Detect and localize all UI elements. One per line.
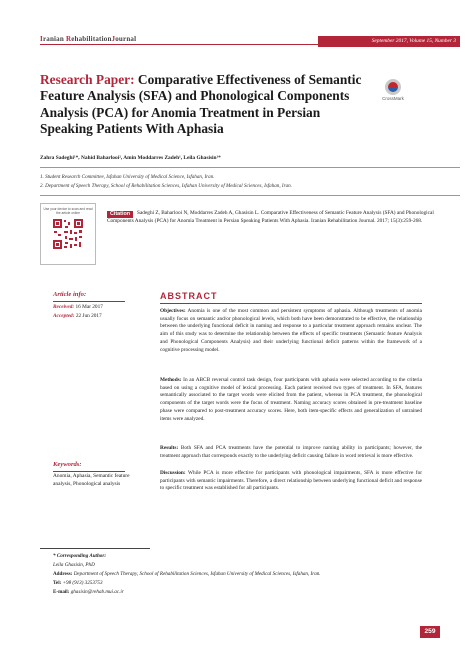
methods-text: In an ABCB reversal control task design, four participants with aphasia were selected according to the criteria based on using a cognitive model of lexical processing. Each patient received two types of treatment. In SFA, features semantically associated to the target words were elicited from the patient, whereas in PCA treatment, the phonological components of the target words were the focus of treatment. Naming accuracy scores obtained in pre-treatment baseline phase were compared to post-treatment accuracy scores. Here, both item-specific effects and generalization of untrained items were analyzed. bbox=[160, 377, 422, 422]
received-date bbox=[53, 304, 103, 310]
received-value: 16 Mar 2017 bbox=[75, 304, 103, 310]
journal-word-1: ranian bbox=[42, 35, 66, 43]
journal-initial-i: I bbox=[40, 35, 43, 43]
address-value: Department of Speech Therapy, School of Rehabilitation Sciences, Isfahan University of Medical Sciences, Isfahan, Iran. bbox=[72, 571, 321, 577]
header-rule bbox=[40, 44, 320, 45]
abstract-results bbox=[160, 445, 422, 460]
affiliation-1: 1. Student Research Committee, Isfahan University of Medical Science, Isfahan, Iran. bbox=[40, 174, 215, 180]
tel-label: Tel: bbox=[53, 580, 62, 586]
article-info-heading: Article info: bbox=[53, 291, 87, 298]
qr-code-icon bbox=[52, 218, 84, 250]
crossmark-icon bbox=[385, 79, 401, 95]
corresponding-author-name: Leila Ghasisin, PhD bbox=[53, 562, 95, 568]
qr-code-panel[interactable] bbox=[40, 203, 96, 265]
email-value[interactable]: ghasisin@rehab.mui.ac.ir bbox=[69, 589, 124, 595]
page-number: 259 bbox=[420, 626, 440, 638]
email-label: E-mail: bbox=[53, 589, 70, 595]
accepted-label: Accepted: bbox=[53, 313, 75, 319]
journal-title bbox=[40, 35, 136, 43]
journal-initial-r: R bbox=[65, 35, 72, 43]
crossmark-badge[interactable] bbox=[382, 79, 404, 101]
address-label: Address: bbox=[53, 571, 73, 577]
corresponding-author-heading: * Corresponding Author: bbox=[53, 553, 107, 559]
corresponding-author-tel bbox=[53, 580, 103, 586]
crossmark-label: CrossMark bbox=[382, 96, 404, 101]
journal-initial-j: J bbox=[111, 35, 116, 43]
keywords-heading: Keywords: bbox=[53, 461, 82, 468]
journal-word-2: ehabilitation bbox=[71, 35, 112, 43]
tel-value: +98 (913) 3253753 bbox=[61, 580, 103, 586]
results-label: Results: bbox=[160, 445, 179, 451]
citation-text: Sadeghi Z, Baharlooi N, Moddarres Zadeh A, Ghasisin L. Comparative Effectiveness of Semantic Feature Analysis (SFA) and Phonological Components Analysis (PCA) for Anomia Treatment in Persian Speaking Patients With Aphasia. Iranian Rehabilitation Journal. 2017; 15(3):259-268. bbox=[107, 210, 434, 224]
results-text: Both SFA and PCA treatments have the potential to improve naming ability in participants; however, the treatment approach that corresponds exactly to the underlying deficit causing failure in word retrieval is more effective. bbox=[160, 445, 422, 459]
abstract-heading: ABSTRACT bbox=[160, 291, 218, 301]
methods-label: Methods: bbox=[160, 377, 182, 383]
article-type-label: Research Paper: bbox=[40, 72, 135, 87]
corresponding-author-email[interactable] bbox=[53, 589, 124, 595]
footnote-divider bbox=[40, 548, 150, 549]
discussion-label: Discussion: bbox=[160, 470, 186, 476]
issue-ribbon: September 2017, Volume 15, Number 3 bbox=[318, 36, 460, 47]
abstract-discussion bbox=[160, 470, 422, 493]
abstract-methods bbox=[160, 377, 422, 423]
affiliation-2: 2. Department of Speech Therapy, School of Rehabilitation Sciences, Isfahan University of Medical Sciences, Isfahan, Iran. bbox=[40, 183, 292, 189]
affiliation-divider bbox=[40, 195, 460, 196]
accepted-value: 22 Jun 2017 bbox=[75, 313, 102, 319]
citation-badge: Citation bbox=[107, 211, 133, 218]
corresponding-author-address bbox=[53, 571, 321, 577]
journal-word-3: ournal bbox=[115, 35, 137, 43]
article-title bbox=[40, 72, 370, 137]
author-list: Zahra Sadeghi¹*, Nahid Baharlooi², Amin Moddarres Zadeh¹, Leila Ghasisin¹* bbox=[40, 155, 221, 161]
abstract-objectives bbox=[160, 308, 422, 354]
objectives-text: Anomia is one of the most common and persistent symptoms of aphasia. Although treatments of anomia usually focus on semantic and/or phonological levels, which both have been demonstrated to be effective, the relationship between the underlying functional deficit in naming and response to a particular treatment approach remains unclear. The aim of this study was to determine the relationship between the effects of specific treatments (Semantic feature Analysis and Phonological Components Analysis) and their underlying functional deficit patterns within the framework of a cognitive processing model. bbox=[160, 308, 422, 353]
qr-caption: Use your device to scan and read the article online bbox=[43, 207, 93, 215]
article-info-divider bbox=[53, 301, 125, 302]
accepted-date bbox=[53, 313, 102, 319]
objectives-label: Objectives: bbox=[160, 308, 186, 314]
abstract-divider bbox=[160, 303, 422, 304]
article-title-text: Comparative Effectiveness of Semantic Feature Analysis (SFA) and Phonological Components Analysis (PCA) for Anomia Treatment in Persian Speaking Patients With Aphasia bbox=[40, 72, 362, 136]
received-label: Received: bbox=[53, 304, 75, 310]
keywords-list: Anomia, Aphasia, Semantic feature analysis, Phonological analysis bbox=[53, 473, 130, 487]
author-divider bbox=[40, 167, 460, 168]
discussion-text: While PCA is more effective for participants with phonological impairments, SFA is more effective for participants with semantic impairments. Therefore, a direct relationship between underlying functional deficit and response to specific treatment was established for all participants. bbox=[160, 470, 422, 492]
